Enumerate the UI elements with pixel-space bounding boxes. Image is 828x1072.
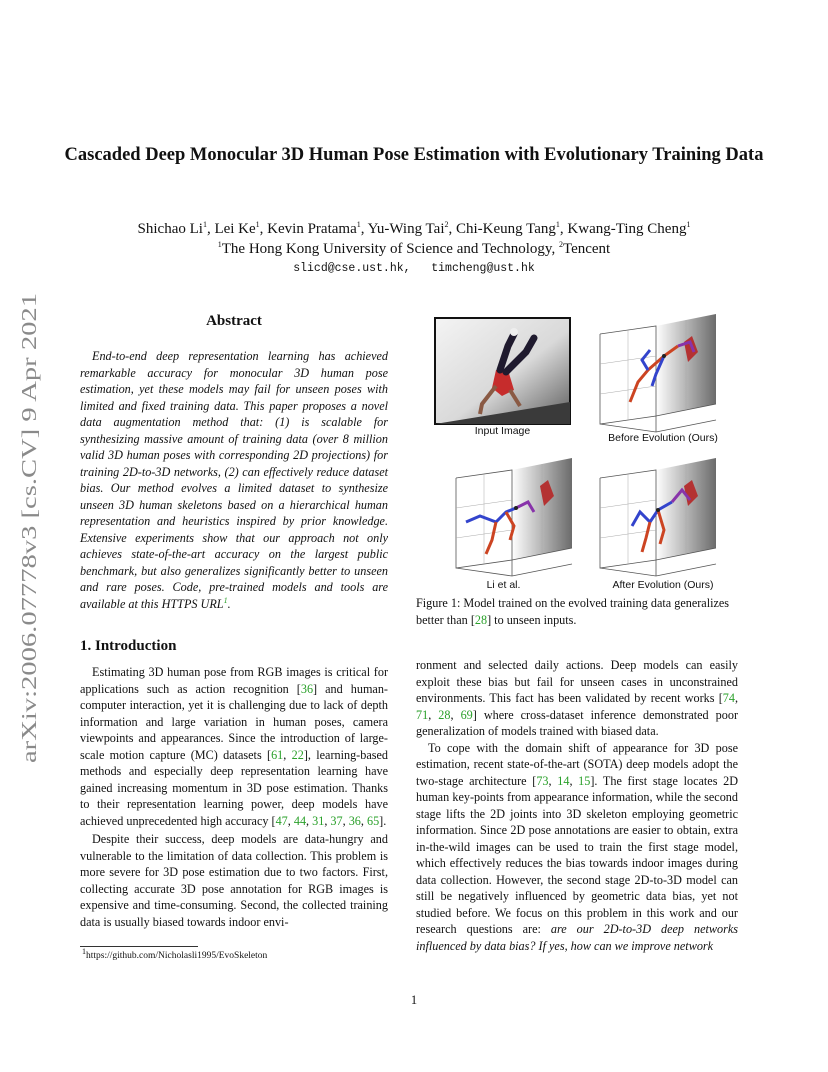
author-emails: slicd@cse.ust.hk, timcheng@ust.hk bbox=[293, 262, 535, 275]
before-evolution-panel bbox=[600, 314, 716, 432]
author-block bbox=[60, 219, 768, 259]
figure-1-caption: Figure 1: Model trained on the evolved training data generalizes better than [28] to unseen inputs. bbox=[416, 596, 730, 627]
intro-paragraph-4: To cope with the domain shift of appearance for 3D pose estimation, recent state-of-the-art (SOTA) deep models adopt the two-stage architecture [73, 14, 15]. The first stage locates 2D human key-points from appearance information, while the second stage lifts the 2D joints into 3D skeleton employing geometric information. Since 2D pose annotations are easier to obtain, extra in-the-wild images can be used to train the first stage model, which effectively reduces the bias towards indoor images during data collection. However, the second stage 2D-to-3D model can still be negatively influenced by geometric data bias, yet not studied before. We focus on this problem in this work and our research questions are: are our 2D-to-3D deep networks influenced by data bias? If yes, how can we improve network bbox=[416, 740, 739, 953]
intro-paragraph-3: ronment and selected daily actions. Deep models can easily exploit these bias but fail for unseen cases in unconstrained environments. This fact has been validated by recent works [74, 71, 28, 69] where cross-dataset inference demonstrated poor generalization of models trained with biased data. bbox=[416, 658, 739, 738]
introduction-heading: 1. Introduction bbox=[80, 638, 177, 654]
footnote-rule bbox=[80, 946, 198, 947]
intro-paragraph-1: Estimating 3D human pose from RGB images is critical for applications such as action recognition [36] and human-computer interaction, yet it is challenging due to lack of depth information and large variation in human poses, camera viewpoints and appearances. Since the introduction of large-scale motion capture (MC) datasets [61, 22], learning-based methods and especially deep representation learning have gained increasing momentum in 3D pose estimation. Thanks to their representation learning power, deep models have achieved unprecedented high accuracy [47, 44, 31, 37, 36, 65]. bbox=[80, 665, 388, 828]
footnote-link[interactable]: $^1$https://github.com/Nicholasli1995/EvoSkeleton bbox=[82, 946, 268, 961]
after-evolution-panel bbox=[600, 458, 716, 576]
figure-label-li-et-al: Li et al. bbox=[486, 579, 521, 591]
intro-paragraph-2: Despite their success, deep models are data-hungry and vulnerable to the limitation of data collection. This problem is more severe for 3D pose estimation due to two factors. First, collecting accurate 3D pose annotation for RGB images is expensive and time-consuming. Second, the collected training data is usually biased towards indoor envi- bbox=[80, 832, 388, 929]
li-et-al-panel bbox=[456, 458, 572, 576]
arxiv-identifier-text: arXiv:2006.07778v3 [cs.CV] 9 Apr 2021 bbox=[17, 417, 41, 763]
left-column-body bbox=[80, 664, 388, 930]
page-number: 1 bbox=[410, 993, 418, 1007]
right-column-body bbox=[416, 657, 738, 954]
abstract-text: End-to-end deep representation learning has achieved remarkable accuracy for monocular 3D human pose estimation, yet these models may fail for unseen poses with limited and fixed training data. This paper proposes a novel data augmentation method that: (1) is scalable for synthesizing massive amount of training data (over 8 million valid 3D human poses with corresponding 2D projections) for training 2D-to-3D networks, (2) can effectively reduce dataset bias. Our method evolves a limited dataset to synthesize unseen 3D human skeletons based on a hierarchical human representation and heuristics inspired by prior knowledge. Extensive experiments show that our approach not only achieves state-of-the-art accuracy on the largest public benchmark, but also generalizes significantly better to unseen and rare poses. Code, pre-trained models and tools are available at this HTTPS URL$^1$. bbox=[80, 349, 388, 611]
input-image-panel bbox=[435, 318, 570, 424]
figure-label-before-evolution: Before Evolution (Ours) bbox=[608, 432, 718, 444]
figure-label-after-evolution: After Evolution (Ours) bbox=[612, 579, 714, 591]
footnote bbox=[80, 946, 388, 961]
figure-label-input-image: Input Image bbox=[474, 425, 531, 437]
paper-title: Cascaded Deep Monocular 3D Human Pose Estimation with Evolutionary Training Data bbox=[64, 145, 764, 165]
author-list: Shichao Li$^1$, Lei Ke$^1$, Kevin Pratama$^1$, Yu-Wing Tai$^2$, Chi-Keung Tang$^1$, Kwang-Ting Cheng$^1$ bbox=[137, 220, 691, 237]
affiliations: $^1$The Hong Kong University of Science and Technology, $^2$Tencent bbox=[217, 240, 611, 257]
figure-1 bbox=[416, 312, 738, 594]
arxiv-identifier-svg bbox=[6, 293, 48, 771]
abstract-heading: Abstract bbox=[206, 313, 262, 329]
figure-1-panels bbox=[416, 312, 738, 594]
arxiv-identifier bbox=[6, 293, 48, 771]
